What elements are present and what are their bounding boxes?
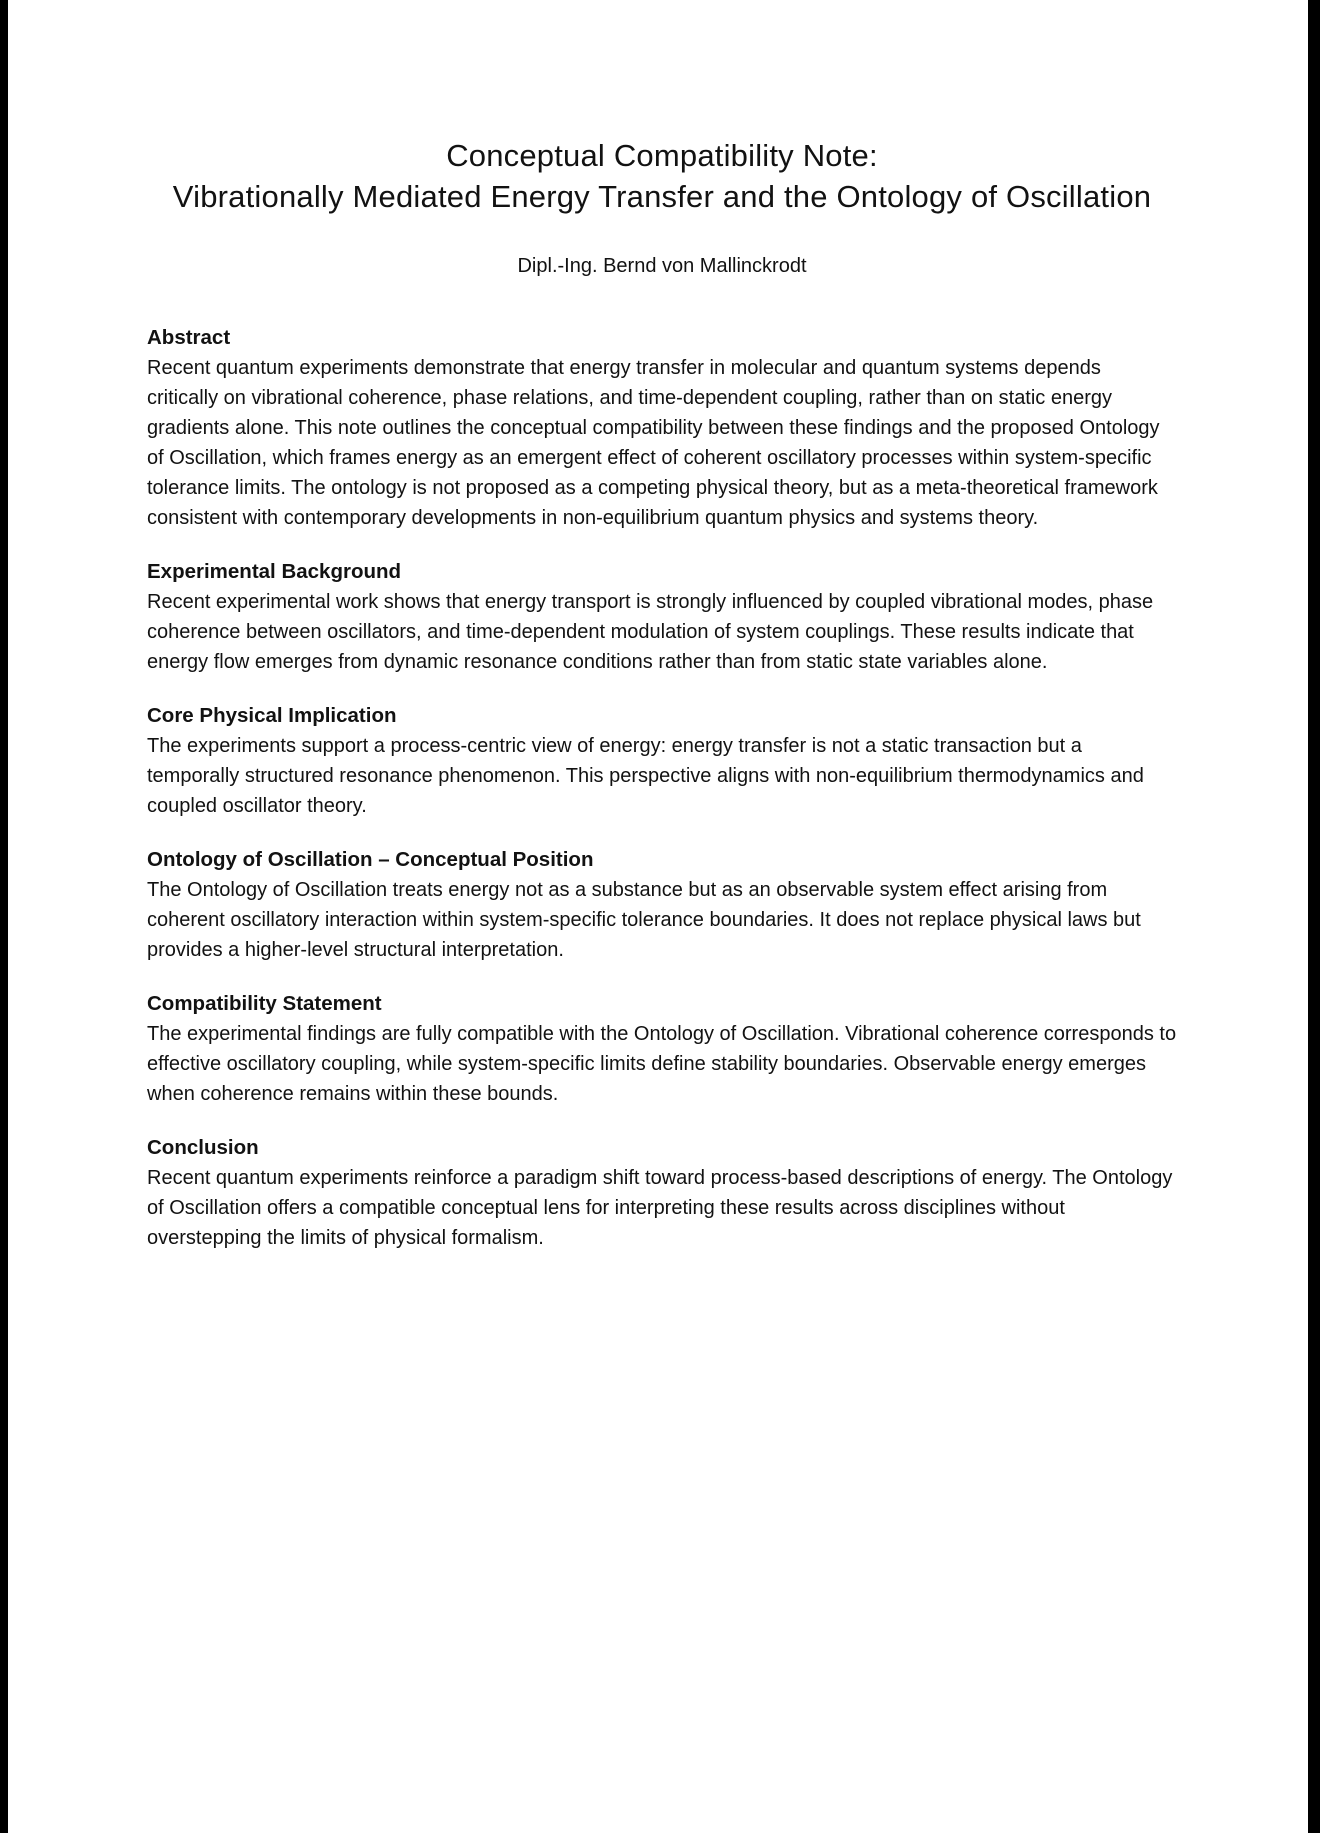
section-core-physical-implication xyxy=(147,701,1177,821)
section-body-conclusion: Recent quantum experiments reinforce a paradigm shift toward process-based descriptions of energy. The Ontology of Oscillation offers a compatible conceptual lens for interpreting these results across disciplines without overstepping the limits of physical formalism. xyxy=(147,1167,1173,1249)
section-conclusion xyxy=(147,1133,1177,1253)
section-body-abstract: Recent quantum experiments demonstrate that energy transfer in molecular and quantum systems depends critically on vibrational coherence, phase relations, and time-dependent coupling, rather than on static energy gradients alone. This note outlines the conceptual compatibility between these findings and the proposed Ontology of Oscillation, which frames energy as an emergent effect of coherent oscillatory processes within system-specific tolerance limits. The ontology is not proposed as a competing physical theory, but as a meta-theoretical framework consistent with contemporary developments in non-equilibrium quantum physics and systems theory. xyxy=(147,357,1160,529)
section-body-core-physical-implication: The experiments support a process-centric view of energy: energy transfer is not a static transaction but a temporally structured resonance phenomenon. This perspective aligns with non-equilibrium thermodynamics and coupled oscillator theory. xyxy=(147,735,1144,817)
section-abstract xyxy=(147,323,1177,533)
title-line-1: Conceptual Compatibility Note: xyxy=(446,138,878,173)
section-heading-experimental-background: Experimental Background xyxy=(147,560,402,583)
section-body-experimental-background: Recent experimental work shows that energy transport is strongly influenced by coupled vibrational modes, phase coherence between oscillators, and time-dependent modulation of system couplings. These results indicate that energy flow emerges from dynamic resonance conditions rather than from static state variables alone. xyxy=(147,591,1154,673)
section-heading-abstract: Abstract xyxy=(147,326,231,349)
author-line: Dipl.-Ing. Bernd von Mallinckrodt xyxy=(517,255,807,277)
section-compatibility-statement xyxy=(147,989,1177,1109)
document-page xyxy=(147,135,1177,1253)
document-title xyxy=(147,135,1177,217)
section-heading-compatibility-statement: Compatibility Statement xyxy=(147,992,382,1015)
section-body-ontology-conceptual-position: The Ontology of Oscillation treats energy not as a substance but as an observable system effect arising from coherent oscillatory interaction within system-specific tolerance boundaries. It does not replace physical laws but provides a higher-level structural interpretation. xyxy=(147,879,1141,961)
title-line-2: Vibrationally Mediated Energy Transfer and the Ontology of Oscillation xyxy=(172,179,1152,214)
section-heading-core-physical-implication: Core Physical Implication xyxy=(147,704,397,727)
section-heading-conclusion: Conclusion xyxy=(147,1136,259,1159)
section-heading-ontology-conceptual-position: Ontology of Oscillation – Conceptual Position xyxy=(147,848,594,871)
section-body-compatibility-statement: The experimental findings are fully compatible with the Ontology of Oscillation. Vibrational coherence corresponds to effective oscillatory coupling, while system-specific limits define stability boundaries. Observable energy emerges when coherence remains within these bounds. xyxy=(147,1023,1177,1105)
left-black-bar xyxy=(0,0,8,1833)
right-black-bar xyxy=(1308,0,1320,1833)
section-ontology-conceptual-position xyxy=(147,845,1177,965)
section-experimental-background xyxy=(147,557,1177,677)
